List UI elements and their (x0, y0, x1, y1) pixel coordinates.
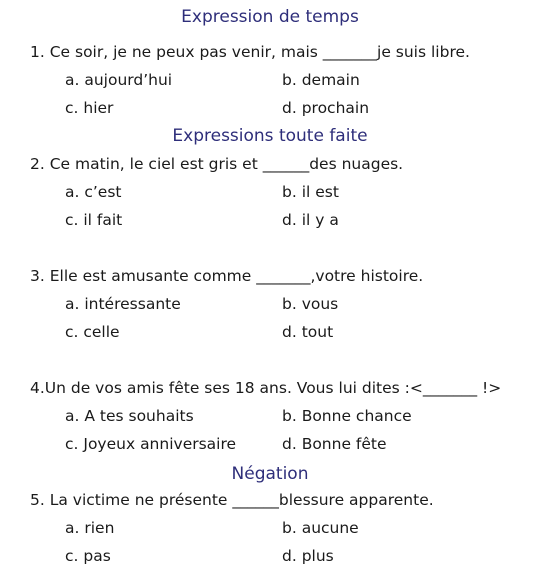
question-5-option-a: a. rien (65, 519, 115, 537)
section-title-expressions-toute-faite: Expressions toute faite (172, 126, 368, 146)
question-3: 3. Elle est amusante comme _______,votre histoire. (30, 267, 424, 285)
question-1-option-b: b. demain (282, 71, 360, 89)
question-3-option-a: a. intéressante (65, 295, 181, 313)
question-4-option-c: c. Joyeux anniversaire (65, 435, 237, 453)
question-5-option-d: d. plus (282, 547, 334, 565)
section-title-negation: Négation (231, 464, 309, 484)
question-4-option-d: d. Bonne fête (282, 435, 387, 453)
question-5-option-b: b. aucune (282, 519, 359, 537)
question-1-option-c: c. hier (65, 99, 114, 117)
question-1-option-d: d. prochain (282, 99, 370, 117)
question-4-option-b: b. Bonne chance (282, 407, 412, 425)
question-2-option-b: b. il est (282, 183, 339, 201)
section-title-expression-de-temps: Expression de temps (181, 7, 359, 27)
question-5-option-c: c. pas (65, 547, 111, 565)
question-3-option-d: d. tout (282, 323, 334, 341)
question-1: 1. Ce soir, je ne peux pas venir, mais _______je suis libre. (30, 43, 470, 61)
question-2-option-d: d. il y a (282, 211, 339, 229)
question-4-option-a: a. A tes souhaits (65, 407, 194, 425)
question-5: 5. La victime ne présente ______blessure apparente. (30, 491, 434, 509)
question-2: 2. Ce matin, le ciel est gris et ______des nuages. (30, 155, 404, 173)
question-3-option-c: c. celle (65, 323, 120, 341)
question-2-option-a: a. c’est (65, 183, 122, 201)
question-4: 4.Un de vos amis fête ses 18 ans. Vous lui dites :<_______ !> (30, 379, 502, 397)
question-1-option-a: a. aujourd’hui (65, 71, 173, 89)
question-3-option-b: b. vous (282, 295, 339, 313)
question-2-option-c: c. il fait (65, 211, 123, 229)
